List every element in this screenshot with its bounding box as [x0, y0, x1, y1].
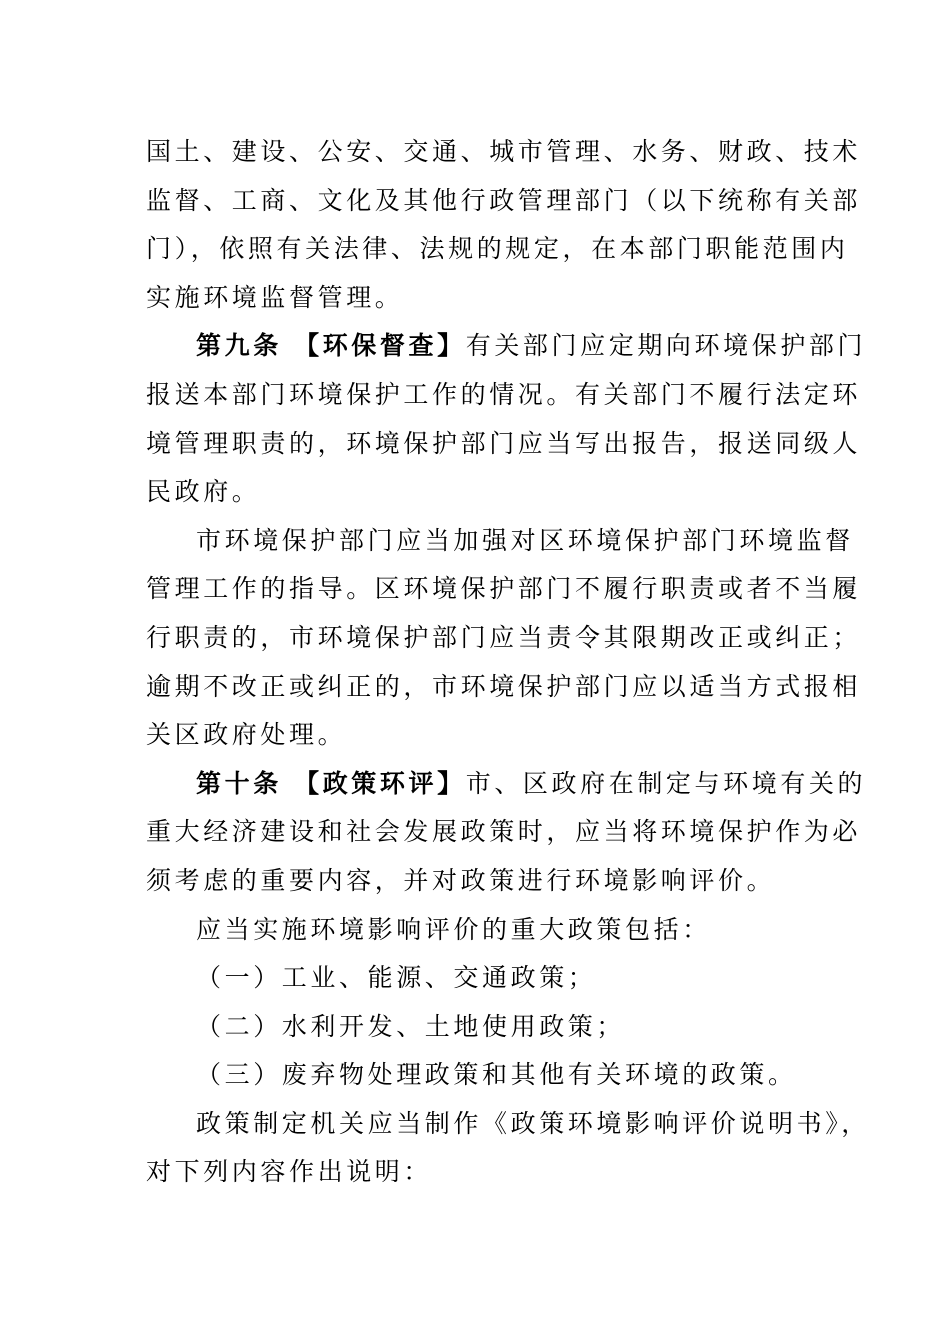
document-body [146, 128, 870, 1197]
line-text: 关区政府处理。 [146, 720, 347, 750]
line-text: 国土、建设、公安、交通、城市管理、水务、财政、技术 [146, 137, 862, 166]
text-line [146, 1051, 806, 1100]
text-line [146, 711, 806, 760]
line-text: 重大经济建设和社会发展政策时，应当将环境保护作为必 [146, 817, 862, 847]
line-text: 境管理职责的，环境保护部门应当写出报告，报送同级人 [146, 428, 862, 458]
text-line [146, 420, 862, 469]
text-line [146, 517, 854, 566]
line-text: 行职责的，市环境保护部门应当责令其限期改正或纠正； [146, 622, 862, 652]
line-text: 逾期不改正或纠正的，市环境保护部门应以适当方式报相 [146, 671, 862, 701]
line-text: 报送本部门环境保护工作的情况。有关部门不履行法定环 [146, 379, 862, 409]
text-line [146, 1003, 806, 1052]
article-heading: 第九条 【环保督查】 [196, 331, 466, 361]
text-line [146, 274, 806, 323]
line-text: （二）水利开发、土地使用政策； [196, 1011, 626, 1041]
text-line [146, 614, 862, 663]
text-line [146, 322, 867, 371]
text-line [146, 760, 867, 809]
line-text: 民政府。 [146, 477, 261, 507]
line-text: 政策制定机关应当制作《政策环境影响评价说明书》， [196, 1108, 870, 1138]
line-text: 应当实施环境影响评价的重大政策包括： [196, 914, 711, 944]
line-text: （一）工业、能源、交通政策； [196, 963, 597, 993]
line-text: 市、区政府在制定与环境有关的 [465, 768, 867, 798]
text-line [146, 1100, 870, 1149]
text-line [146, 225, 849, 274]
text-line [146, 857, 806, 906]
text-line [146, 177, 862, 226]
text-line [146, 565, 862, 614]
text-line [146, 1148, 806, 1197]
text-line [146, 808, 862, 857]
line-text: （三）废弃物处理政策和其他有关环境的政策。 [196, 1060, 797, 1090]
text-line [146, 663, 862, 712]
line-text: 管理工作的指导。区环境保护部门不履行职责或者不当履 [146, 574, 862, 604]
text-line [146, 954, 806, 1003]
text-line [146, 906, 806, 955]
text-line [146, 468, 806, 517]
line-text: 门），依照有关法律、法规的规定，在本部门职能范围内 [146, 234, 849, 264]
line-text: 有关部门应定期向环境保护部门 [465, 331, 867, 361]
line-text: 对下列内容作出说明： [146, 1157, 433, 1187]
article-heading: 第十条 【政策环评】 [196, 768, 466, 798]
line-text: 实施环境监督管理。 [146, 282, 404, 312]
text-line [146, 371, 862, 420]
line-text: 监督、工商、文化及其他行政管理部门（以下统称有关部 [146, 185, 862, 215]
line-text: 市环境保护部门应当加强对区环境保护部门环境监督 [196, 525, 854, 555]
text-line [146, 128, 862, 177]
line-text: 须考虑的重要内容，并对政策进行环境影响评价。 [146, 865, 776, 895]
